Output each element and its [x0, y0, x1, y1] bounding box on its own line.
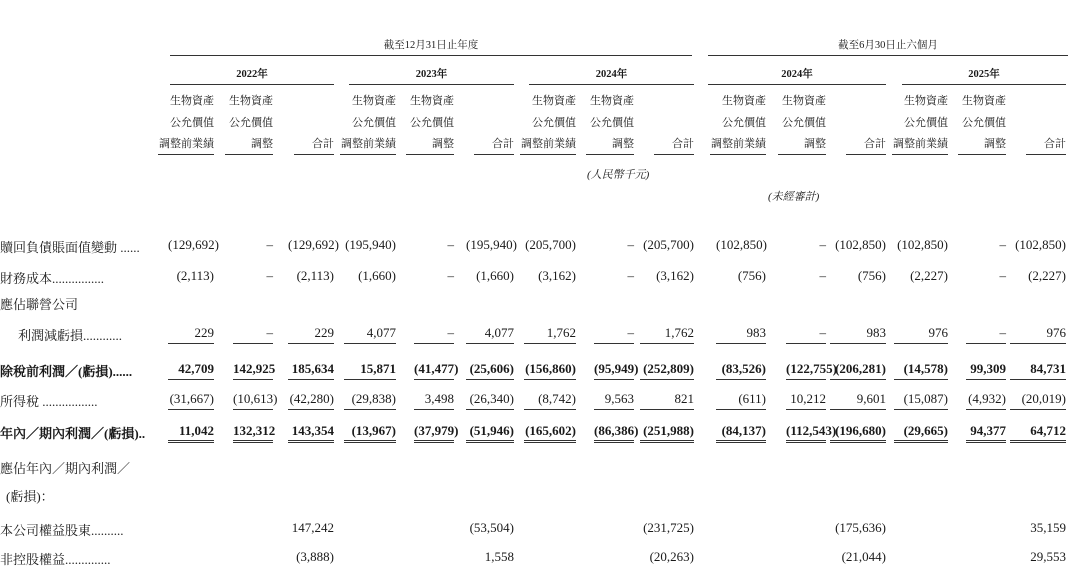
table-cell: 1,762: [524, 325, 576, 344]
column-header-adj: 調整: [958, 134, 1006, 155]
column-header-pre: 生物資產: [904, 95, 948, 107]
column-header-pre: 公允價值: [532, 117, 576, 129]
table-cell: –: [266, 237, 273, 252]
table-cell: 42,709: [168, 361, 214, 380]
row-label: 利潤減虧損............: [18, 328, 123, 343]
table-cell: –: [786, 325, 826, 344]
column-header-adj: 公允價值: [962, 117, 1006, 129]
table-cell: (41,477): [414, 361, 454, 380]
table-cell: (196,680): [830, 423, 886, 443]
table-cell: 1,762: [640, 325, 694, 344]
table-cell: 976: [1010, 325, 1066, 344]
annual-period-header: 截至12月31日止年度: [383, 40, 479, 51]
column-header-pre: 公允價值: [904, 117, 948, 129]
interim-header-rule: [708, 55, 1068, 56]
table-cell: 983: [830, 325, 886, 344]
table-cell: –: [999, 268, 1006, 283]
table-cell: (42,280): [288, 391, 334, 410]
table-cell: –: [627, 268, 634, 283]
table-cell: –: [819, 268, 826, 283]
column-header-adj: 公允價值: [590, 117, 634, 129]
table-cell: (156,860): [524, 361, 576, 380]
table-cell: –: [414, 325, 454, 344]
table-cell: 142,925: [233, 361, 273, 380]
table-cell: –: [594, 325, 634, 344]
year-header: 2022年: [236, 69, 268, 80]
table-cell: (86,386): [594, 423, 634, 443]
table-cell: (102,850): [897, 237, 948, 252]
table-cell: (8,742): [524, 391, 576, 410]
table-cell: (2,227): [910, 268, 948, 283]
row-label: 贖回負債賬面值變動 ......: [0, 240, 140, 255]
table-cell: (1,660): [476, 268, 514, 283]
table-cell: (165,602): [524, 423, 576, 443]
column-header-pre: 調整前業績: [710, 134, 766, 155]
year-header-rule: [349, 84, 514, 85]
column-header-adj: 生物資產: [229, 95, 273, 107]
table-cell: –: [966, 325, 1006, 344]
table-cell: (206,281): [830, 361, 886, 380]
table-cell: (10,613): [233, 391, 273, 410]
table-cell: 4,077: [466, 325, 514, 344]
table-cell: (13,967): [344, 423, 396, 443]
column-header-pre: 生物資產: [170, 95, 214, 107]
table-cell: 29,553: [1030, 549, 1066, 564]
table-cell: (102,850): [716, 237, 767, 252]
table-cell: (205,700): [643, 237, 694, 252]
table-cell: –: [266, 268, 273, 283]
table-cell: (231,725): [643, 520, 694, 535]
table-cell: (84,137): [716, 423, 766, 443]
table-cell: (25,606): [466, 361, 514, 380]
table-cell: 3,498: [414, 391, 454, 410]
table-cell: 229: [168, 325, 214, 344]
table-cell: 84,731: [1010, 361, 1066, 380]
column-header-pre: 調整前業績: [158, 134, 214, 155]
column-header-pre: 調整前業績: [520, 134, 576, 155]
year-header: 2025年: [968, 69, 1000, 80]
table-cell: (195,940): [345, 237, 396, 252]
table-cell: (15,087): [894, 391, 948, 410]
table-cell: 94,377: [966, 423, 1006, 443]
column-header-pre: 生物資產: [722, 95, 766, 107]
column-header-total: 合計: [474, 134, 514, 155]
column-header-pre: 調整前業績: [892, 134, 948, 155]
column-header-adj: 生物資產: [410, 95, 454, 107]
year-header-rule: [170, 84, 334, 85]
table-cell: 15,871: [344, 361, 396, 380]
column-header-adj: 調整: [225, 134, 273, 155]
table-cell: 9,563: [594, 391, 634, 410]
row-label: 年內／期內利潤／(虧損)..: [0, 426, 146, 441]
table-cell: (756): [857, 268, 886, 283]
interim-period-header: 截至6月30日止六個月: [838, 40, 938, 51]
column-header-pre: 生物資產: [352, 95, 396, 107]
table-cell: 35,159: [1030, 520, 1066, 535]
column-header-pre: 調整前業績: [340, 134, 396, 155]
table-cell: (205,700): [525, 237, 576, 252]
table-cell: 11,042: [168, 423, 214, 443]
table-cell: 185,634: [288, 361, 334, 380]
table-cell: (31,667): [168, 391, 214, 410]
table-cell: 64,712: [1010, 423, 1066, 443]
table-cell: (29,665): [894, 423, 948, 443]
unaudited-note: (未經審計): [768, 191, 820, 203]
table-cell: –: [627, 237, 634, 252]
table-cell: (29,838): [344, 391, 396, 410]
column-header-adj: 生物資產: [590, 95, 634, 107]
table-cell: –: [447, 268, 454, 283]
table-cell: 229: [288, 325, 334, 344]
table-cell: (129,692): [288, 237, 339, 252]
row-label: 應佔年內／期內利潤／: [0, 461, 131, 476]
table-cell: 4,077: [344, 325, 396, 344]
table-cell: (102,850): [835, 237, 886, 252]
table-cell: (3,888): [296, 549, 334, 564]
table-cell: 1,558: [484, 549, 514, 564]
table-cell: (112,543): [786, 423, 826, 443]
table-cell: 976: [894, 325, 948, 344]
column-header-pre: 公允價值: [722, 117, 766, 129]
table-cell: 143,354: [288, 423, 334, 443]
column-header-adj: 生物資產: [962, 95, 1006, 107]
table-cell: 821: [640, 391, 694, 410]
year-header-rule: [529, 84, 694, 85]
column-header-adj: 生物資產: [782, 95, 826, 107]
column-header-adj: 調整: [406, 134, 454, 155]
column-header-adj: 調整: [778, 134, 826, 155]
table-cell: (4,932): [966, 391, 1006, 410]
table-cell: 132,312: [233, 423, 273, 443]
row-label: 除稅前利潤／(虧損)......: [0, 364, 133, 379]
column-header-adj: 公允價值: [410, 117, 454, 129]
row-label: 本公司權益股東..........: [0, 523, 124, 538]
table-cell: (175,636): [835, 520, 886, 535]
row-label: 非控股權益..............: [0, 552, 111, 567]
table-cell: (2,227): [1028, 268, 1066, 283]
table-cell: (95,949): [594, 361, 634, 380]
table-cell: (2,113): [176, 268, 214, 283]
row-label: 所得稅 .................: [0, 394, 98, 409]
table-cell: –: [233, 325, 273, 344]
table-cell: (51,946): [466, 423, 514, 443]
column-header-adj: 公允價值: [229, 117, 273, 129]
year-header: 2024年: [781, 69, 813, 80]
column-header-pre: 生物資產: [532, 95, 576, 107]
year-header-rule: [902, 84, 1066, 85]
column-header-adj: 公允價值: [782, 117, 826, 129]
table-cell: (3,162): [656, 268, 694, 283]
table-cell: 983: [716, 325, 766, 344]
table-cell: 147,242: [291, 520, 334, 535]
table-cell: (102,850): [1015, 237, 1066, 252]
table-cell: (2,113): [296, 268, 334, 283]
table-cell: (252,809): [640, 361, 694, 380]
year-header: 2023年: [415, 69, 448, 80]
table-cell: –: [447, 237, 454, 252]
table-cell: (20,263): [649, 549, 694, 564]
table-cell: (1,660): [358, 268, 396, 283]
table-cell: 10,212: [786, 391, 826, 410]
table-cell: –: [819, 237, 826, 252]
table-cell: (21,044): [841, 549, 886, 564]
column-header-total: 合計: [654, 134, 694, 155]
row-label: (虧損)：: [6, 489, 54, 504]
table-cell: (14,578): [894, 361, 948, 380]
table-cell: (3,162): [538, 268, 576, 283]
column-header-pre: 公允價值: [352, 117, 396, 129]
table-cell: 99,309: [966, 361, 1006, 380]
table-cell: (611): [716, 391, 766, 410]
table-cell: (251,988): [640, 423, 694, 443]
column-header-total: 合計: [846, 134, 886, 155]
column-header-total: 合計: [1026, 134, 1066, 155]
currency-unit-note: (人民幣千元): [587, 169, 650, 181]
annual-header-rule: [170, 55, 692, 56]
table-cell: (26,340): [466, 391, 514, 410]
table-cell: –: [999, 237, 1006, 252]
column-header-total: 合計: [294, 134, 334, 155]
year-header-rule: [708, 84, 886, 85]
row-label: 應佔聯營公司: [0, 297, 79, 312]
row-label: 財務成本................: [0, 271, 105, 286]
table-cell: (53,504): [469, 520, 514, 535]
year-header: 2024年: [595, 69, 628, 80]
table-cell: (756): [737, 268, 766, 283]
column-header-pre: 公允價值: [170, 117, 214, 129]
table-cell: (129,692): [168, 237, 219, 252]
table-cell: (195,940): [466, 237, 517, 252]
table-cell: 9,601: [830, 391, 886, 410]
table-cell: (122,755): [786, 361, 826, 380]
table-cell: (20,019): [1010, 391, 1066, 410]
table-cell: (83,526): [716, 361, 766, 380]
table-cell: (37,979): [414, 423, 454, 443]
column-header-adj: 調整: [586, 134, 634, 155]
